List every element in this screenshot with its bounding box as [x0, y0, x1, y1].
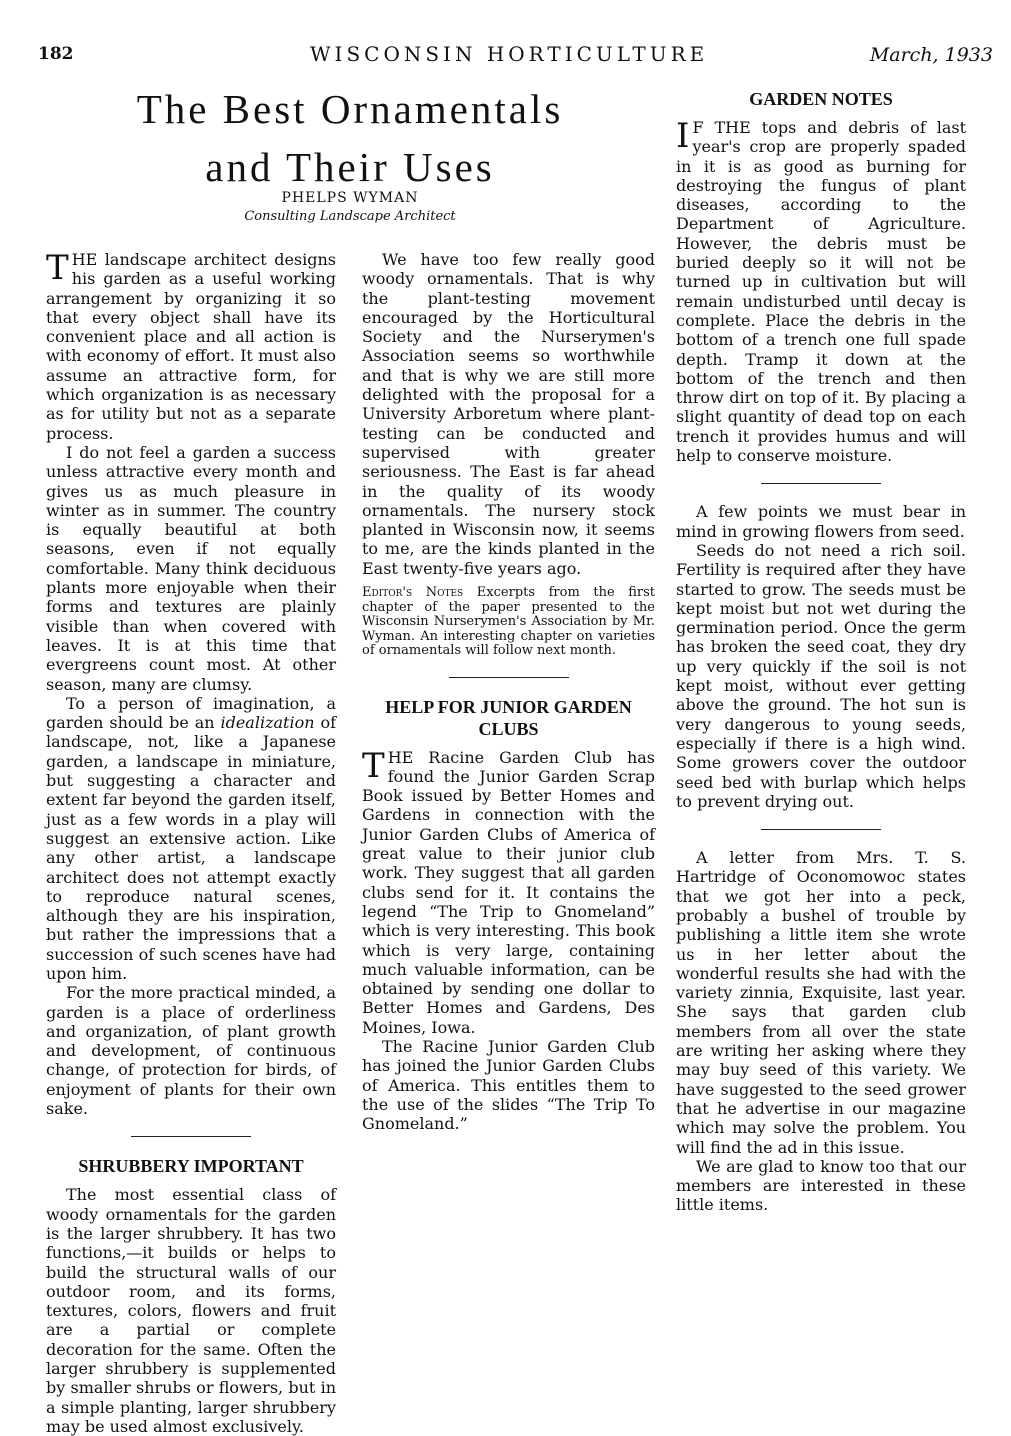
section-heading: SHRUBBERY IMPORTANT: [78, 1156, 304, 1177]
editor-note-label: Editor's Notes: [362, 585, 464, 601]
drop-cap: I: [676, 116, 690, 156]
section-heading: HELP FOR JUNIOR GARDEN CLUBS: [385, 696, 632, 739]
article-paragraph: I do not feel a garden a success unless attractive every month and gives us as much pleasure in winter as in summer. The country is equally beautiful at both seasons, even if not equally comfortable. Many think deciduous plants more enjoyable when their forms and textures are plainly visible than when covered with leaves. It is at this time that evergreens count most. At other season, many are clumsy.: [46, 442, 336, 694]
author-role: Consulting Landscape Architect: [244, 209, 456, 224]
section-divider: [761, 829, 881, 830]
page-header: [0, 40, 1011, 68]
editor-note: Editor's Notes Excerpts from the first chapter of the paper presented to the Wisconsin Nurserymen's Association by Mr. Wyman. An interesting chapter on varieties of ornamentals will follow next month.: [362, 585, 655, 659]
article-paragraph: I F THE tops and debris of last year's crop are properly spaded in it is as good as burning for destroying the fungus of plant diseases, according to the Department of Agriculture. However, the debris must be buried deeply so it will not be turned up in cultivation but will remain undisturbed until decay is complete. Place the debris in the bottom of a trench one full spade depth. Tramp it down at the bottom of the trench and then throw dirt on top of it. By placing a slight quantity of dead top on each trench it provides humus and will help to conserve moisture.: [676, 116, 966, 466]
section-divider: [761, 483, 881, 484]
article-paragraph: We are glad to know too that our members are interested in these little items.: [676, 1156, 966, 1215]
page-number: 182: [38, 44, 74, 64]
article-paragraph: We have too few really good woody ornamentals. That is why the plant-testing movement encouraged by the Horticultural Society and the Nurserymen's Association seems so worthwhile and that is why we are still more delighted with the proposal for a University Arboretum where plant-testing can be conducted and supervised with greater seriousness. The East is far ahead in the quality of its woody ornamentals. The nursery stock planted in Wisconsin now, it seems to me, are the kinds planted in the East twenty-five years ago.: [362, 250, 655, 578]
issue-date: March, 1933: [869, 44, 993, 66]
section-divider: [131, 1136, 251, 1137]
article-paragraph: THE Racine Garden Club has found the Junior Garden Scrap Book issued by Better Homes and Gardens in connection with the Junior Garden Clubs of America of great value to their junior club work. They suggest that all garden clubs send for it. It contains the legend “The Trip to Gnomeland” which is very interesting. This book which is very large, containing much valuable information, can be obtained by sending one dollar to Better Homes and Gardens, Des Moines, Iowa.: [362, 745, 655, 1037]
section-heading: GARDEN NOTES: [749, 89, 893, 109]
article-title: [40, 80, 660, 196]
article-paragraph: Seeds do not need a rich soil. Fertility is required after they have started to grow. The seeds must be kept moist but not wet during the germination period. Once the germ has broken the seed coat, they dry up very quickly if the soil is not kept moist, without ever getting above the ground. The hot sun is very dangerous to young seeds, especially if there is a high wind. Some growers cover the outdoor seed bed with burlap which helps to prevent drying out.: [676, 540, 966, 811]
article-paragraph: A few points we must bear in mind in growing flowers from seed.: [676, 502, 966, 541]
column-2: [362, 250, 655, 1133]
article-paragraph: To a person of imagination, a garden should be an idealization of landscape, not, like a Japanese garden, a landscape in miniature, but suggesting a character and extent far beyond the garden itself, just as a few words in a play will suggest an extensive action. Like any other artist, a landscape architect does not attempt exactly to reproduce natural scenes, although they are his inspiration, but rather the impressions that a succession of such scenes have had upon him.: [46, 693, 336, 983]
article-paragraph: THE landscape architect designs his garden as a useful working arrangement by organizing it so that every object shall have its convenient place and all action is with economy of effort. It must also assume an attractive form, for which organization is as necessary as for utility but not as a separate process.: [46, 248, 336, 443]
article-title-line-1: The Best Ornamentals: [136, 86, 564, 132]
article-paragraph: The most essential class of woody ornamentals for the garden is the larger shrubbery. It has two functions,—it builds or helps to build the structural walls of our outdoor room, and its forms, textures, colors, flowers and fruit are a partial or complete decoration for the same. Often the larger shrubbery is supplemented by smaller shrubs or flowers, but in a simple planting, larger shrubbery may be used almost exclusively.: [46, 1185, 336, 1436]
column-1: [46, 250, 336, 1436]
article-paragraph: The Racine Junior Garden Club has joined the Junior Garden Clubs of America. This entitles them to the use of the slides “The Trip To Gnomeland.”: [362, 1037, 655, 1134]
article-paragraph: For the more practical minded, a garden is a place of orderliness and organization, of plant growth and development, of continuous change, of protection for birds, of enjoyment of plants for their own sake.: [46, 983, 336, 1119]
column-3: [676, 88, 966, 1215]
article-paragraph: A letter from Mrs. T. S. Hartridge of Oconomowoc states that we got her into a peck, probably a bushel of trouble by publishing a little item she wrote us in her letter about the wonderful results she had with the variety zinnia, Exquisite, last year. She says that garden club members from all over the state are writing her asking where they may buy seed of this variety. We have suggested to the seed grower that he advertise in our magazine which may solve the problem. You will find the ad in this issue.: [676, 848, 966, 1157]
author-name: PHELPS WYMAN: [281, 190, 419, 206]
drop-cap: T: [362, 745, 385, 786]
drop-cap: T: [46, 248, 69, 288]
article-title-line-2: and Their Uses: [205, 144, 495, 190]
running-title: WISCONSIN HORTICULTURE: [310, 42, 709, 66]
section-divider: [449, 677, 569, 678]
